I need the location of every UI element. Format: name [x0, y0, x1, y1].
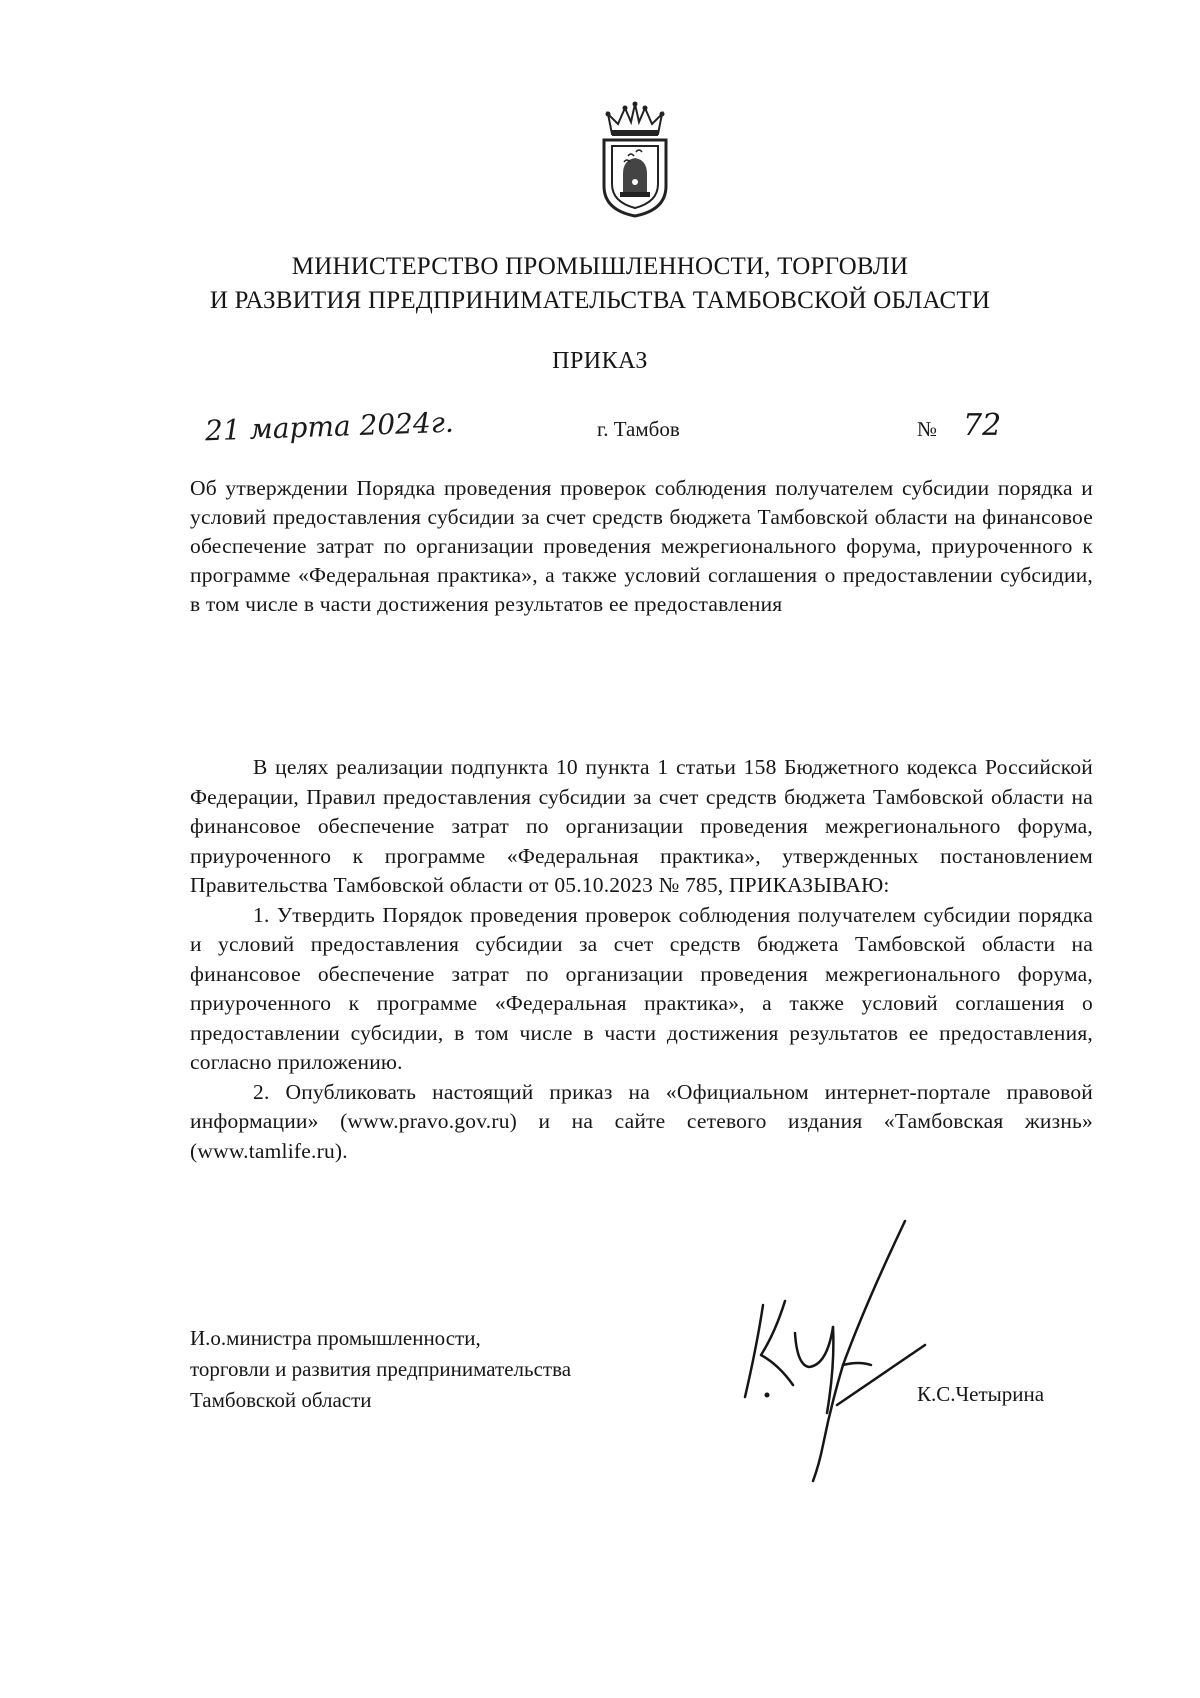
- ministry-name-line1: МИНИСТЕРСТВО ПРОМЫШЛЕННОСТИ, ТОРГОВЛИ: [291, 253, 909, 280]
- order-body: [190, 753, 1093, 1166]
- ministry-name: [150, 250, 1050, 318]
- order-item-2: 2. Опубликовать настоящий приказ на «Официальном интернет-портале правовой информации» (www.pravo.gov.ru) и на сайте сетевого издания «Тамбовская жизнь» (www.tamlife.ru).: [190, 1079, 1093, 1163]
- signer-position-line2: торговли и развития предпринимательства: [190, 1357, 572, 1381]
- city: г. Тамбов: [597, 417, 680, 441]
- order-item-1: 1. Утвердить Порядок проведения проверок соблюдения получателем субсидии порядка и условий предоставления субсидии за счет средств бюджета Тамбовской области на финансовое обеспечение затрат по организации проведения межрегионального форума, приуроченного к программе «Федеральная практика», а также условий соглашения о предоставлении субсидии, в том числе в части достижения результатов ее предоставления, согласно приложению.: [190, 902, 1093, 1074]
- coat-of-arms-icon: [598, 100, 672, 220]
- number-label: №: [917, 417, 938, 441]
- handwritten-number: 72: [963, 408, 1002, 443]
- document-type: ПРИКАЗ: [552, 348, 648, 374]
- preamble-paragraph: В целях реализации подпункта 10 пункта 1 статьи 158 Бюджетного кодекса Российской Федерации, Правил предоставления субсидии за счет средств бюджета Тамбовской области на финансовое обеспечение затрат по организации проведения межрегионального форума, приуроченного к программе «Федеральная практика», утвержденных постановлением Правительства Тамбовской области от 05.10.2023 № 785, ПРИКАЗЫВАЮ:: [190, 755, 1093, 897]
- handwritten-date: 21 марта 2024г.: [204, 405, 455, 448]
- signer-position-line1: И.о.министра промышленности,: [190, 1326, 481, 1350]
- signer-position-line3: Тамбовской области: [190, 1388, 372, 1412]
- signer-position: [190, 1323, 571, 1416]
- order-subject: Об утверждении Порядка проведения проверок соблюдения получателем субсидии порядка и условий предоставления субсидии за счет средств бюджета Тамбовской области на финансовое обеспечение затрат по организации проведения межрегионального форума, приуроченного к программе «Федеральная практика», а также условий соглашения о предоставлении субсидии, в том числе в части достижения результатов ее предоставления: [190, 476, 1093, 616]
- handwritten-signature: [735, 1215, 935, 1485]
- signer-name: К.С.Четырина: [917, 1382, 1045, 1406]
- ministry-name-line2: И РАЗВИТИЯ ПРЕДПРИНИМАТЕЛЬСТВА ТАМБОВСКОЙ ОБЛАСТИ: [209, 287, 991, 314]
